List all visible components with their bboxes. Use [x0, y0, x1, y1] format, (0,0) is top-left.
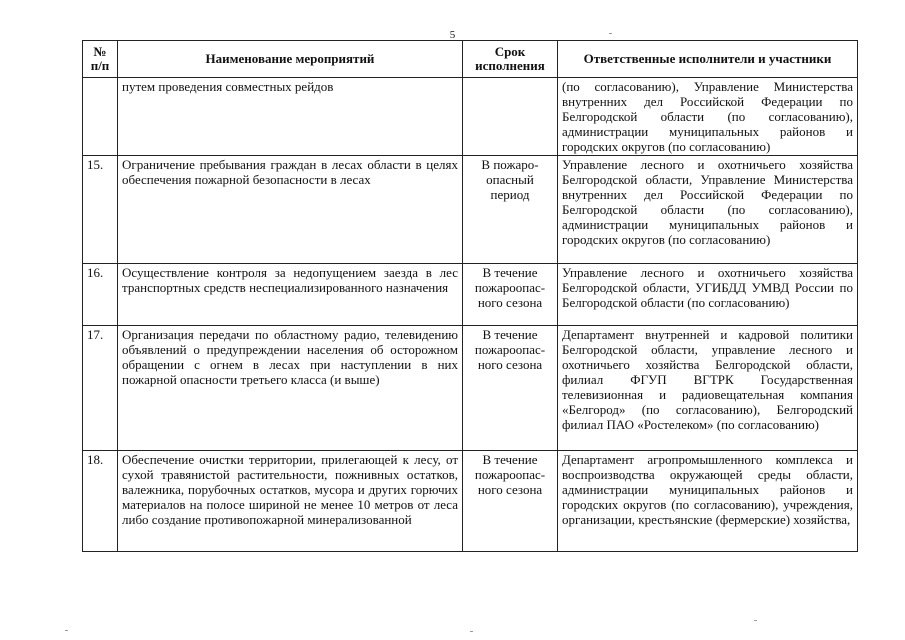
row-term: В течение пожароопас-ного сезона	[463, 264, 558, 326]
table-row	[83, 156, 858, 264]
table-row	[83, 451, 858, 552]
row-term: В течение пожароопас-ного сезона	[463, 326, 558, 451]
header-responsible: Ответственные исполнители и участники	[558, 41, 858, 78]
row-term: В течение пожароопас-ного сезона	[463, 451, 558, 552]
header-term: Срок исполнения	[463, 41, 558, 78]
row-term	[463, 78, 558, 156]
row-responsible: Управление лесного и охотничьего хозяйства Белгородской области, Управление Министерства внутренних дел Российской Федерации по Белгородской области (по согласованию), администрации муниципальных районов и городских округов (по согласованию)	[558, 156, 858, 264]
row-num: 15.	[83, 156, 118, 264]
row-num: 18.	[83, 451, 118, 552]
row-event: Обеспечение очистки территории, прилегающей к лесу, от сухой травянистой растительности, пожнивных остатков, валежника, порубочных остатков, мусора и других горючих материалов на полосе шириной не менее 10 метров от леса либо создание противопожарной минерализованной	[118, 451, 463, 552]
row-num: 17.	[83, 326, 118, 451]
table-row	[83, 264, 858, 326]
row-responsible: Департамент внутренней и кадровой политики Белгородской области, управление лесного и охотничьего хозяйства Белгородской области, филиал ФГУП ВГТРК Государственная телевизионная и радиовещательная компания «Белгород» (по согласованию), Белгородский филиал ПАО «Ростелеком» (по согласованию)	[558, 326, 858, 451]
row-responsible: Управление лесного и охотничьего хозяйства Белгородской области, УГИБДД УМВД России по Белгородской области (по согласованию)	[558, 264, 858, 326]
table-header-row	[83, 41, 858, 78]
header-num: № п/п	[83, 41, 118, 78]
table-row	[83, 78, 858, 156]
row-num	[83, 78, 118, 156]
row-num: 16.	[83, 264, 118, 326]
row-event: Осуществление контроля за недопущением заезда в лес транспортных средств неспециализированного назначения	[118, 264, 463, 326]
row-responsible: (по согласованию), Управление Министерства внутренних дел Российской Федерации по Белгородской области (по согласованию), администрации муниципальных районов и городских округов (по согласованию)	[558, 78, 858, 156]
scan-speck	[470, 631, 473, 632]
header-event: Наименование мероприятий	[118, 41, 463, 78]
row-event: Организация передачи по областному радио, телевидению объявлений о предупреждении населения об осторожном обращении с огнем в лесах при наступлении в них пожарной опасности третьего класса (и выше)	[118, 326, 463, 451]
events-table	[82, 40, 858, 552]
table-row	[83, 326, 858, 451]
scan-speck	[609, 33, 612, 34]
scan-speck	[65, 630, 68, 631]
scan-speck	[754, 620, 757, 621]
row-responsible: Департамент агропромышленного комплекса и воспроизводства окружающей среды области, администрации муниципальных районов и городских округов (по согласованию), учреждения, организации, крестьянские (фермерские) хозяйства,	[558, 451, 858, 552]
row-event: Ограничение пребывания граждан в лесах области в целях обеспечения пожарной безопасности в лесах	[118, 156, 463, 264]
row-event: путем проведения совместных рейдов	[118, 78, 463, 156]
page-number: 5	[449, 29, 456, 41]
row-term: В пожаро-опасный период	[463, 156, 558, 264]
